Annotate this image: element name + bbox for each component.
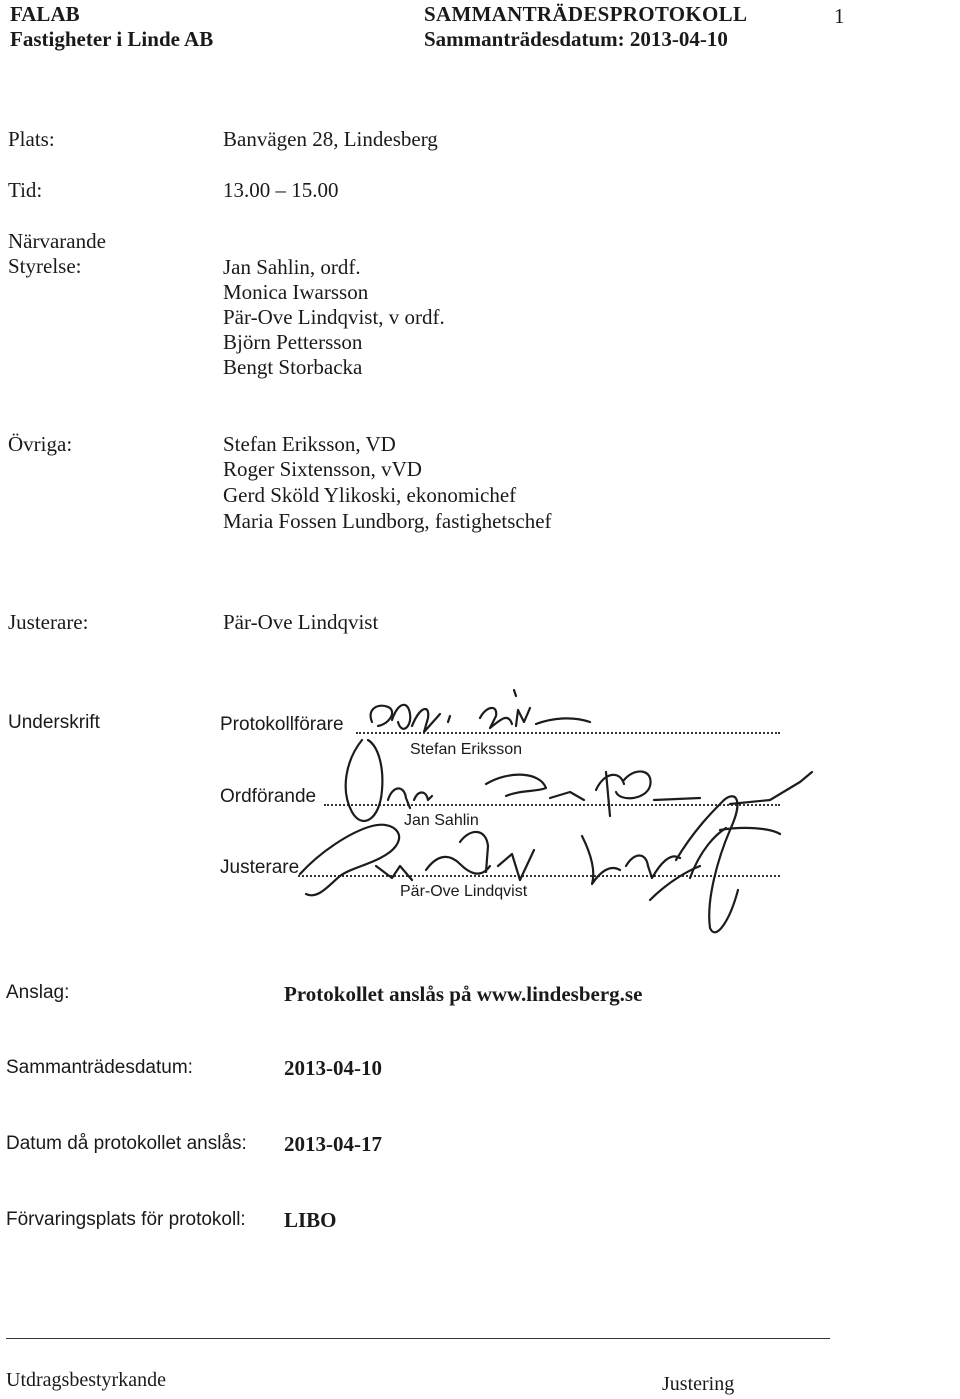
board-member: Björn Pettersson — [223, 330, 363, 354]
adjustment-label: Justering — [662, 1373, 735, 1395]
meeting-date-line: Sammanträdesdatum: 2013-04-10 — [424, 27, 728, 51]
other-attendee: Roger Sixtensson, vVD — [223, 457, 422, 481]
time-value: 13.00 – 15.00 — [223, 178, 339, 202]
place-value: Banvägen 28, Lindesberg — [223, 127, 438, 151]
place-label: Plats: — [8, 127, 55, 151]
meeting-date-label: Sammanträdesdatum: — [6, 1057, 193, 1078]
chair-signature-line — [324, 804, 780, 806]
others-label: Övriga: — [8, 432, 73, 456]
board-member: Pär-Ove Lindqvist, v ordf. — [223, 305, 445, 329]
adjuster-sign-label: Justerare — [220, 857, 300, 878]
notice-value: Protokollet anslås på www.lindesberg.se — [284, 982, 643, 1006]
document-type: SAMMANTRÄDESPROTOKOLL — [424, 2, 748, 26]
page-number: 1 — [834, 4, 845, 28]
certified-copy-label: Utdragsbestyrkande — [6, 1369, 166, 1391]
notice-label: Anslag: — [6, 982, 70, 1003]
secretary-name: Stefan Eriksson — [410, 741, 523, 758]
signature-section-label: Underskrift — [8, 712, 100, 733]
chair-label: Ordförande — [220, 786, 317, 807]
meeting-date-value: 2013-04-10 — [284, 1056, 382, 1080]
adjuster-signature-line — [298, 875, 780, 877]
other-attendee: Maria Fossen Lundborg, fastighetschef — [223, 509, 552, 533]
storage-value: LIBO — [284, 1208, 337, 1232]
chair-name: Jan Sahlin — [404, 812, 479, 829]
secretary-signature-line — [356, 732, 780, 734]
time-label: Tid: — [8, 178, 43, 202]
org-full-name: Fastigheter i Linde AB — [10, 27, 214, 51]
other-attendee: Stefan Eriksson, VD — [223, 432, 396, 456]
adjuster-value: Pär-Ove Lindqvist — [223, 610, 379, 634]
storage-label: Förvaringsplats för protokoll: — [6, 1209, 246, 1230]
board-member: Jan Sahlin, ordf. — [223, 255, 361, 279]
secretary-label: Protokollförare — [220, 714, 344, 735]
posted-date-value: 2013-04-17 — [284, 1132, 382, 1156]
board-member: Monica Iwarsson — [223, 280, 369, 304]
org-name: FALAB — [10, 2, 80, 26]
adjuster-name: Pär-Ove Lindqvist — [400, 883, 528, 900]
posted-date-label: Datum då protokollet anslås: — [6, 1133, 247, 1154]
board-member: Bengt Storbacka — [223, 355, 363, 379]
other-attendee: Gerd Sköld Ylikoski, ekonomichef — [223, 483, 517, 507]
footer-divider — [6, 1338, 830, 1339]
board-label: Styrelse: — [8, 254, 82, 278]
adjuster-label: Justerare: — [8, 610, 89, 634]
present-label: Närvarande — [8, 229, 106, 253]
